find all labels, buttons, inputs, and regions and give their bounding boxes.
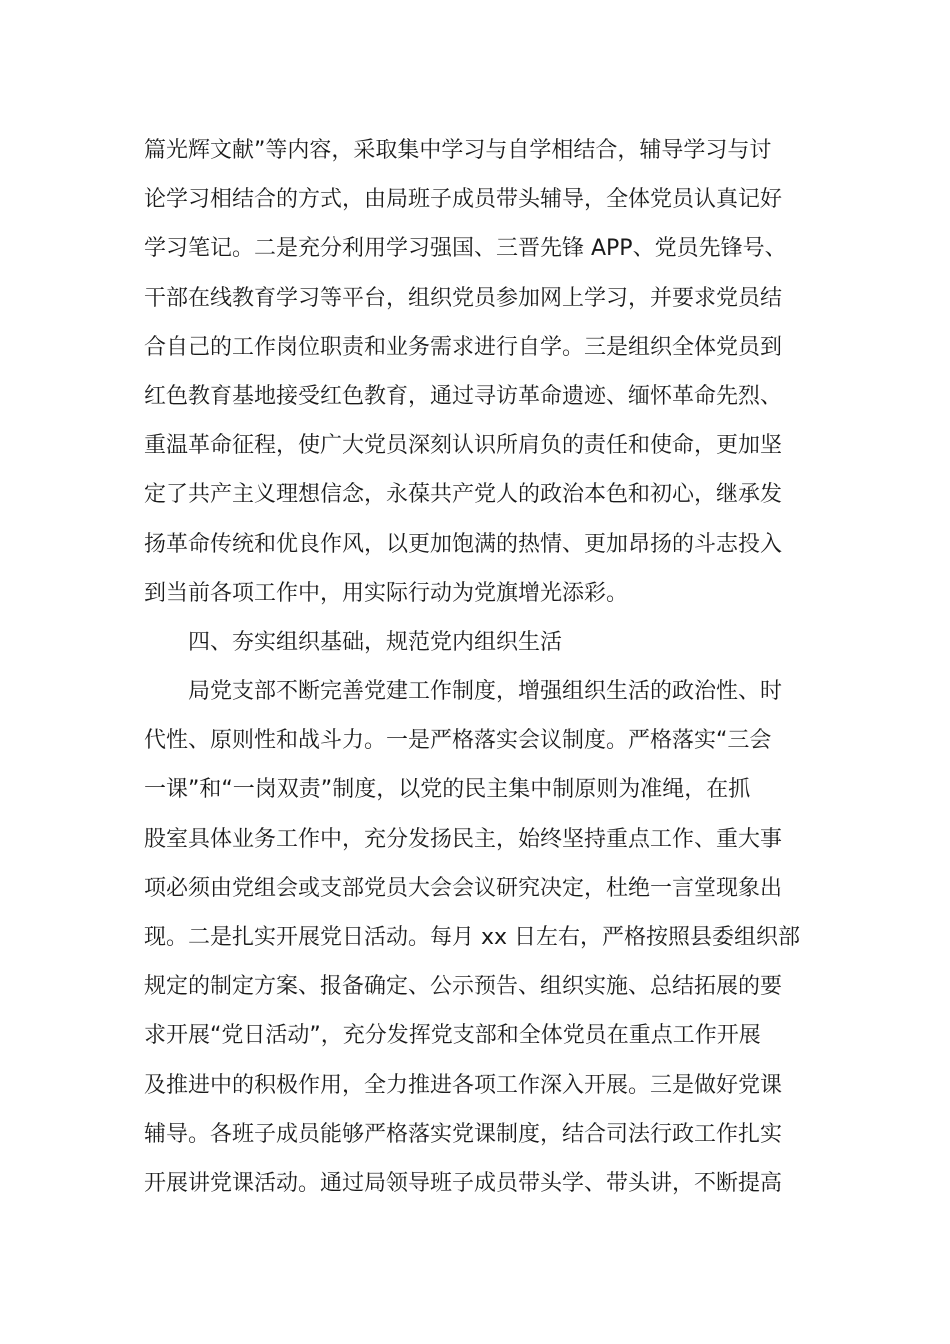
paragraph-line: 辅导。各班子成员能够严格落实党课制度，结合司法行政工作扎实 <box>144 1121 783 1147</box>
paragraph-line: 及推进中的积极作用，全力推进各项工作深入开展。三是做好党课 <box>144 1072 783 1098</box>
paragraph-line: 股室具体业务工作中，充分发扬民主，始终坚持重点工作、重大事 <box>144 826 783 852</box>
paragraph-line: 求开展“党日活动”，充分发挥党支部和全体党员在重点工作开展 <box>144 1023 761 1049</box>
paragraph-line: 定了共产主义理想信念，永葆共产党人的政治本色和初心，继承发 <box>144 482 783 508</box>
paragraph-line: 红色教育基地接受红色教育，通过寻访革命遗迹、缅怀革命先烈、 <box>144 383 783 409</box>
paragraph-line: 到当前各项工作中，用实际行动为党旗增光添彩。 <box>144 580 629 606</box>
paragraph-line: 扬革命传统和优良作风，以更加饱满的热情、更加昂扬的斗志投入 <box>144 531 783 557</box>
paragraph-line: 局党支部不断完善党建工作制度，增强组织生活的政治性、时 <box>188 679 783 705</box>
section-heading: 四、夯实组织基础，规范党内组织生活 <box>188 629 563 655</box>
paragraph-line: 论学习相结合的方式，由局班子成员带头辅导，全体党员认真记好 <box>144 187 783 213</box>
paragraph-line: 重温革命征程，使广大党员深刻认识所肩负的责任和使命，更加坚 <box>144 433 783 459</box>
paragraph-line: 合自己的工作岗位职责和业务需求进行自学。三是组织全体党员到 <box>144 334 783 360</box>
document-body <box>144 126 806 1208</box>
paragraph-line: 一课”和“一岗双责”制度，以党的民主集中制原则为准绳，在抓 <box>144 777 751 803</box>
paragraph-line: 开展讲党课活动。通过局领导班子成员带头学、带头讲，不断提高 <box>144 1170 783 1196</box>
paragraph-line: 篇光辉文献”等内容，采取集中学习与自学相结合，辅导学习与讨 <box>144 138 772 163</box>
paragraph-line: 规定的制定方案、报备确定、公示预告、组织实施、总结拓展的要 <box>144 974 783 1000</box>
paragraph-line: 学习笔记。二是充分利用学习强国、三晋先锋 APP、党员先锋号、 <box>144 236 787 262</box>
paragraph-line: 项必须由党组会或支部党员大会会议研究决定，杜绝一言堂现象出 <box>144 875 783 901</box>
paragraph-line: 现。二是扎实开展党日活动。每月 xx 日左右，严格按照县委组织部 <box>144 925 801 950</box>
paragraph-line: 代性、原则性和战斗力。一是严格落实会议制度。严格落实“三会 <box>144 728 772 754</box>
paragraph-line: 干部在线教育学习等平台，组织党员参加网上学习，并要求党员结 <box>144 285 783 311</box>
